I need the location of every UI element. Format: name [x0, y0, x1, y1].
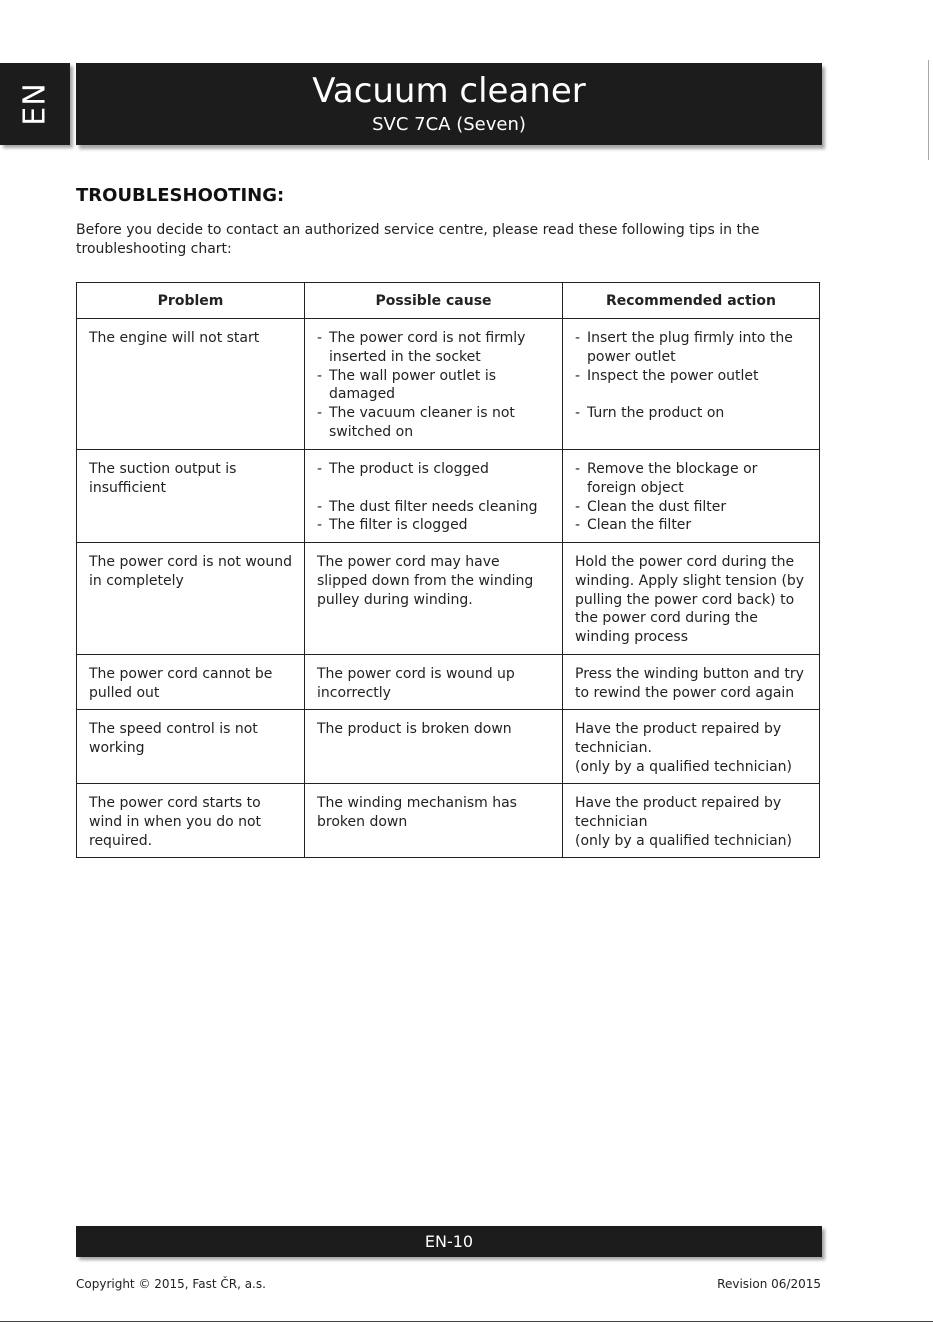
cause-list: [317, 460, 554, 535]
problem-cell: The speed control is not working: [77, 710, 305, 784]
table-header-row: [77, 283, 820, 319]
section-heading: TROUBLESHOOTING:: [76, 185, 285, 206]
header-recommended-action: Recommended action: [563, 283, 820, 319]
language-tab: [0, 63, 70, 145]
cause-cell: [305, 319, 563, 450]
action-item: - Insert the plug firmly into the power outlet: [575, 329, 811, 367]
cause-cell: The winding mechanism has broken down: [305, 784, 563, 858]
cause-item: - The product is clogged: [317, 460, 554, 479]
problem-cell: The suction output is insufficient: [77, 450, 305, 543]
problem-cell: The power cord is not wound in completely: [77, 543, 305, 655]
page-number: EN-10: [424, 1232, 474, 1251]
page-title: Vacuum cleaner: [312, 71, 586, 111]
action-item: - Clean the dust filter: [575, 498, 811, 517]
action-list: [575, 329, 811, 423]
cause-cell: The power cord is wound up incorrectly: [305, 655, 563, 710]
action-item: - Remove the blockage or foreign object: [575, 460, 811, 498]
footer-page-bar: [76, 1226, 822, 1257]
cause-cell: The power cord may have slipped down from the winding pulley during winding.: [305, 543, 563, 655]
table-row: [77, 784, 820, 858]
header-problem: Problem: [77, 283, 305, 319]
action-item: - Inspect the power outlet: [575, 367, 811, 386]
action-line: Have the product repaired by technician.: [575, 721, 782, 756]
cause-item: - The power cord is not firmly inserted in the socket: [317, 329, 554, 367]
language-label: EN: [17, 82, 53, 126]
cause-cell: [305, 450, 563, 543]
copyright-text: Copyright © 2015, Fast ČR, a.s.: [76, 1277, 266, 1291]
action-cell: [563, 784, 820, 858]
problem-cell: The power cord starts to wind in when you do not required.: [77, 784, 305, 858]
cause-item: - The dust filter needs cleaning: [317, 498, 554, 517]
problem-cell: The engine will not start: [77, 319, 305, 450]
page-subtitle: SVC 7CA (Seven): [372, 114, 526, 135]
cause-list: [317, 329, 554, 442]
action-item: - Clean the filter: [575, 516, 811, 535]
cause-item: - The vacuum cleaner is not switched on: [317, 404, 554, 442]
action-cell: Hold the power cord during the winding. Apply slight tension (by pulling the power cord back) to the power cord during the winding process: [563, 543, 820, 655]
intro-paragraph: Before you decide to contact an authorized service centre, please read these following tips in the troubleshooting chart:: [76, 222, 760, 257]
header-possible-cause: Possible cause: [305, 283, 563, 319]
action-cell: [563, 319, 820, 450]
edge-rule: [928, 60, 929, 160]
action-line: (only by a qualified technician): [575, 832, 792, 849]
action-list: [575, 460, 811, 535]
table-row: [77, 710, 820, 784]
action-cell: [563, 710, 820, 784]
page-header: [76, 63, 822, 145]
troubleshooting-table: [76, 282, 820, 858]
cause-cell: The product is broken down: [305, 710, 563, 784]
action-item: - Turn the product on: [575, 404, 811, 423]
action-line: (only by a qualified technician): [575, 758, 792, 775]
action-cell: [563, 450, 820, 543]
action-cell: Press the winding button and try to rewind the power cord again: [563, 655, 820, 710]
cause-item: - The filter is clogged: [317, 516, 554, 535]
table-row: [77, 450, 820, 543]
table-row: [77, 655, 820, 710]
table-row: [77, 543, 820, 655]
bottom-rule: [0, 1321, 933, 1322]
revision-text: Revision 06/2015: [717, 1277, 821, 1291]
table-row: [77, 319, 820, 450]
cause-item: - The wall power outlet is damaged: [317, 367, 554, 405]
problem-cell: The power cord cannot be pulled out: [77, 655, 305, 710]
action-line: Have the product repaired by technician: [575, 795, 782, 830]
